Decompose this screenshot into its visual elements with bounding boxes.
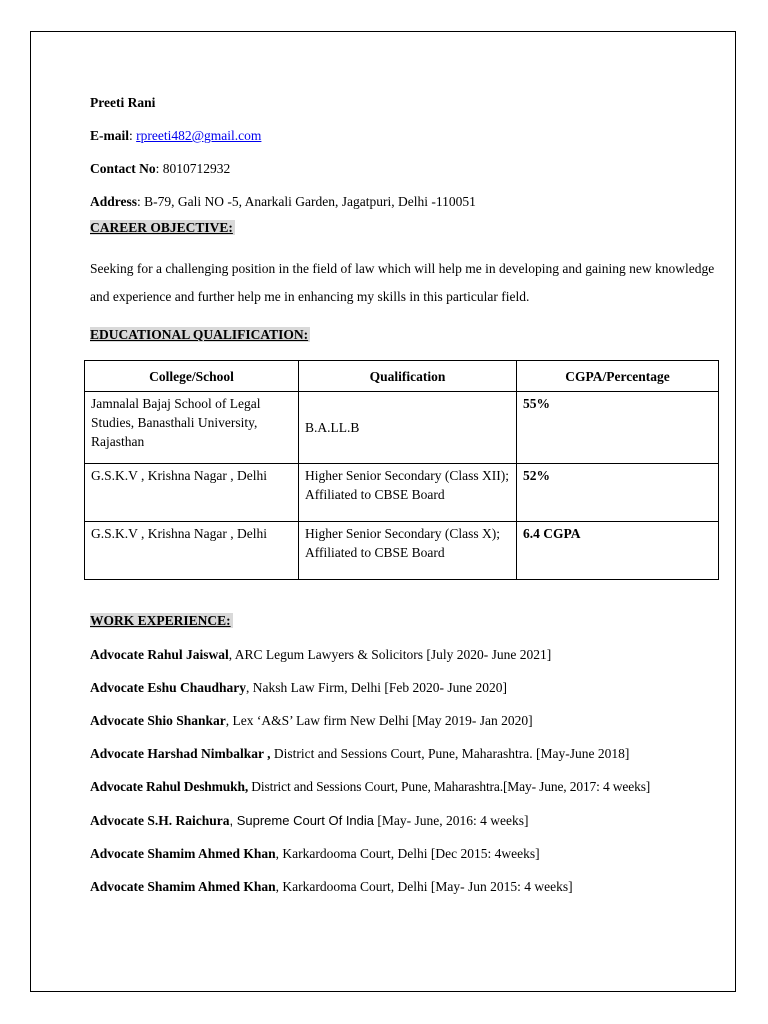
contact-value: 8010712932 — [162, 161, 231, 176]
table-row — [85, 464, 719, 522]
advocate-name: Advocate Shio Shankar — [90, 713, 226, 728]
email-link[interactable]: rpreeti482@gmail.com — [136, 128, 262, 143]
column-header: College/School — [85, 361, 299, 392]
contact-line: Contact No: 8010712932 — [90, 161, 231, 176]
email-line: E-mail: rpreeti482@gmail.com — [90, 128, 262, 143]
work-detail-court: , Supreme Court Of India — [229, 813, 375, 828]
email-label: E-mail — [90, 128, 129, 143]
work-item — [90, 846, 540, 862]
work-item — [90, 879, 573, 895]
address-label: Address — [90, 194, 138, 209]
work-detail: , ARC Legum Lawyers & Solicitors [July 2020- June 2021] — [228, 647, 552, 662]
qualification-cell: Higher Senior Secondary (Class X); Affiliated to CBSE Board — [299, 522, 517, 580]
school-cell: Jamnalal Bajaj School of Legal Studies, Banasthali University, Rajasthan — [85, 392, 299, 464]
career-objective-text: Seeking for a challenging position in the field of law which will help me in developing and gaining new knowledge and experience and further help me in enhancing my skills in this particular field. — [90, 261, 715, 304]
work-detail: District and Sessions Court, Pune, Maharashtra.[May- June, 2017: 4 weeks] — [248, 779, 651, 794]
advocate-name: Advocate S.H. Raichura — [90, 813, 230, 828]
advocate-name: Advocate Rahul Jaiswal — [90, 647, 229, 662]
contact-label: Contact No — [90, 161, 156, 176]
table-header-row — [85, 361, 719, 392]
advocate-name: Advocate Eshu Chaudhary — [90, 680, 247, 695]
work-item — [90, 713, 533, 729]
address-line: Address: B-79, Gali NO -5, Anarkali Garden, Jagatpuri, Delhi -110051 — [90, 194, 476, 209]
column-header: CGPA/Percentage — [517, 361, 719, 392]
candidate-name: Preeti Rani — [90, 95, 156, 110]
work-item — [90, 746, 629, 762]
column-header: Qualification — [299, 361, 517, 392]
table-row — [85, 522, 719, 580]
work-detail: , Karkardooma Court, Delhi [Dec 2015: 4weeks] — [275, 846, 540, 861]
work-detail: , Naksh Law Firm, Delhi [Feb 2020- June 2020] — [246, 680, 508, 695]
score-cell: 55% — [517, 392, 719, 464]
education-heading: EDUCATIONAL QUALIFICATION: — [90, 327, 309, 342]
school-cell: G.S.K.V , Krishna Nagar , Delhi — [85, 522, 299, 580]
advocate-name: Advocate Shamim Ahmed Khan — [90, 879, 276, 894]
advocate-name: Advocate Shamim Ahmed Khan — [90, 846, 276, 861]
advocate-name: Advocate Rahul Deshmukh, — [90, 779, 249, 794]
work-detail: , Lex ‘A&S’ Law firm New Delhi [May 2019- Jan 2020] — [225, 713, 533, 728]
work-item — [90, 680, 507, 696]
work-item — [90, 779, 650, 795]
work-experience-heading: WORK EXPERIENCE: — [90, 613, 231, 628]
school-cell: G.S.K.V , Krishna Nagar , Delhi — [85, 464, 299, 522]
work-detail: [May- June, 2016: 4 weeks] — [374, 813, 529, 828]
work-detail: , Karkardooma Court, Delhi [May- Jun 2015: 4 weeks] — [275, 879, 573, 894]
address-value: B-79, Gali NO -5, Anarkali Garden, Jagatpuri, Delhi -110051 — [144, 194, 476, 209]
table-row — [85, 392, 719, 464]
education-table — [84, 360, 719, 580]
qualification-cell: B.A.LL.B — [299, 392, 517, 464]
score-cell: 52% — [517, 464, 719, 522]
score-cell: 6.4 CGPA — [517, 522, 719, 580]
work-item — [90, 647, 551, 663]
career-objective-heading: CAREER OBJECTIVE: — [90, 220, 233, 235]
work-detail: District and Sessions Court, Pune, Maharashtra. [May-June 2018] — [270, 746, 630, 761]
work-item — [90, 813, 528, 829]
advocate-name: Advocate Harshad Nimbalkar , — [90, 746, 271, 761]
qualification-cell: Higher Senior Secondary (Class XII); Affiliated to CBSE Board — [299, 464, 517, 522]
